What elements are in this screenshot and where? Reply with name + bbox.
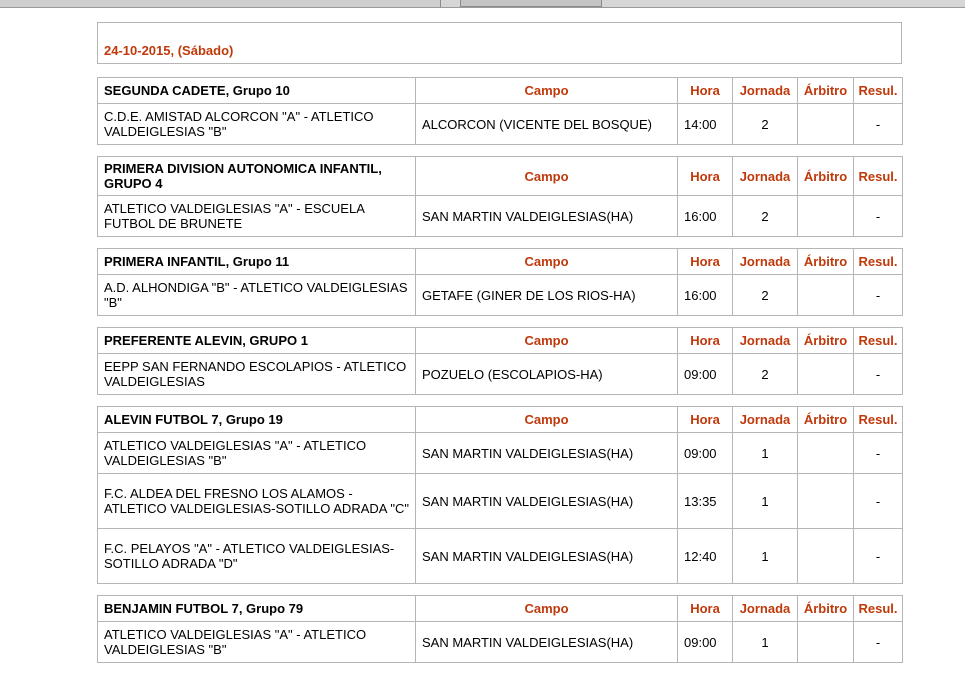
match-venue: SAN MARTIN VALDEIGLESIAS(HA) <box>416 474 678 529</box>
group-header-row <box>98 407 903 433</box>
match-result: - <box>854 275 903 316</box>
match-teams: A.D. ALHONDIGA "B" - ATLETICO VALDEIGLESIAS "B" <box>98 275 416 316</box>
column-header-jornada: Jornada <box>733 328 798 354</box>
group-table <box>97 595 903 663</box>
column-header-hora: Hora <box>678 249 733 275</box>
match-time: 16:00 <box>678 275 733 316</box>
match-round: 1 <box>733 474 798 529</box>
groups-container <box>97 77 902 663</box>
group-title: ALEVIN FUTBOL 7, Grupo 19 <box>98 407 416 433</box>
group-title: PREFERENTE ALEVIN, GRUPO 1 <box>98 328 416 354</box>
column-header-campo: Campo <box>416 328 678 354</box>
match-round: 1 <box>733 529 798 584</box>
group-title: BENJAMIN FUTBOL 7, Grupo 79 <box>98 596 416 622</box>
match-round: 1 <box>733 433 798 474</box>
match-time: 14:00 <box>678 104 733 145</box>
match-round: 2 <box>733 104 798 145</box>
top-bar-segment <box>0 0 441 7</box>
match-teams: F.C. ALDEA DEL FRESNO LOS ALAMOS - ATLETICO VALDEIGLESIAS-SOTILLO ADRADA "C" <box>98 474 416 529</box>
match-row <box>98 196 903 237</box>
match-referee <box>798 275 854 316</box>
date-label: 24-10-2015, (Sábado) <box>104 43 234 58</box>
match-row <box>98 275 903 316</box>
column-header-campo: Campo <box>416 407 678 433</box>
schedule-page <box>97 22 902 663</box>
match-round: 2 <box>733 275 798 316</box>
group-header-row <box>98 78 903 104</box>
column-header-arbitro: Árbitro <box>798 157 854 196</box>
group-header-row <box>98 157 903 196</box>
group-table <box>97 156 903 237</box>
group-header-row <box>98 249 903 275</box>
match-row <box>98 622 903 663</box>
column-header-arbitro: Árbitro <box>798 407 854 433</box>
match-result: - <box>854 622 903 663</box>
match-referee <box>798 433 854 474</box>
column-header-campo: Campo <box>416 249 678 275</box>
top-bar-tab[interactable] <box>460 0 602 7</box>
group-header-row <box>98 328 903 354</box>
column-header-resul: Resul. <box>854 249 903 275</box>
match-round: 2 <box>733 196 798 237</box>
column-header-arbitro: Árbitro <box>798 78 854 104</box>
match-time: 09:00 <box>678 622 733 663</box>
match-venue: SAN MARTIN VALDEIGLESIAS(HA) <box>416 433 678 474</box>
column-header-hora: Hora <box>678 78 733 104</box>
match-venue: POZUELO (ESCOLAPIOS-HA) <box>416 354 678 395</box>
match-time: 13:35 <box>678 474 733 529</box>
match-referee <box>798 196 854 237</box>
column-header-jornada: Jornada <box>733 596 798 622</box>
match-venue: SAN MARTIN VALDEIGLESIAS(HA) <box>416 196 678 237</box>
match-venue: ALCORCON (VICENTE DEL BOSQUE) <box>416 104 678 145</box>
match-round: 1 <box>733 622 798 663</box>
column-header-resul: Resul. <box>854 78 903 104</box>
group-title: SEGUNDA CADETE, Grupo 10 <box>98 78 416 104</box>
match-row <box>98 354 903 395</box>
match-teams: EEPP SAN FERNANDO ESCOLAPIOS - ATLETICO VALDEIGLESIAS <box>98 354 416 395</box>
column-header-resul: Resul. <box>854 407 903 433</box>
match-result: - <box>854 529 903 584</box>
match-referee <box>798 354 854 395</box>
column-header-hora: Hora <box>678 328 733 354</box>
match-result: - <box>854 196 903 237</box>
match-venue: SAN MARTIN VALDEIGLESIAS(HA) <box>416 529 678 584</box>
column-header-jornada: Jornada <box>733 407 798 433</box>
match-time: 09:00 <box>678 433 733 474</box>
match-teams: ATLETICO VALDEIGLESIAS "A" - ESCUELA FUTBOL DE BRUNETE <box>98 196 416 237</box>
match-time: 16:00 <box>678 196 733 237</box>
match-row <box>98 474 903 529</box>
column-header-campo: Campo <box>416 78 678 104</box>
group-table <box>97 406 903 584</box>
column-header-hora: Hora <box>678 407 733 433</box>
match-referee <box>798 622 854 663</box>
column-header-arbitro: Árbitro <box>798 328 854 354</box>
date-header <box>97 22 902 64</box>
match-venue: SAN MARTIN VALDEIGLESIAS(HA) <box>416 622 678 663</box>
column-header-arbitro: Árbitro <box>798 249 854 275</box>
match-time: 12:40 <box>678 529 733 584</box>
match-round: 2 <box>733 354 798 395</box>
column-header-resul: Resul. <box>854 157 903 196</box>
column-header-jornada: Jornada <box>733 249 798 275</box>
column-header-hora: Hora <box>678 157 733 196</box>
column-header-arbitro: Árbitro <box>798 596 854 622</box>
match-referee <box>798 104 854 145</box>
column-header-jornada: Jornada <box>733 157 798 196</box>
match-row <box>98 104 903 145</box>
browser-top-bar <box>0 0 965 8</box>
match-row <box>98 433 903 474</box>
match-result: - <box>854 474 903 529</box>
match-result: - <box>854 354 903 395</box>
column-header-resul: Resul. <box>854 596 903 622</box>
match-venue: GETAFE (GINER DE LOS RIOS-HA) <box>416 275 678 316</box>
group-table <box>97 327 903 395</box>
match-result: - <box>854 433 903 474</box>
match-referee <box>798 474 854 529</box>
group-title: PRIMERA DIVISION AUTONOMICA INFANTIL, GRUPO 4 <box>98 157 416 196</box>
match-teams: C.D.E. AMISTAD ALCORCON "A" - ATLETICO VALDEIGLESIAS "B" <box>98 104 416 145</box>
column-header-resul: Resul. <box>854 328 903 354</box>
match-referee <box>798 529 854 584</box>
group-header-row <box>98 596 903 622</box>
group-table <box>97 77 903 145</box>
match-row <box>98 529 903 584</box>
match-teams: ATLETICO VALDEIGLESIAS "A" - ATLETICO VALDEIGLESIAS "B" <box>98 622 416 663</box>
group-table <box>97 248 903 316</box>
column-header-campo: Campo <box>416 596 678 622</box>
match-teams: F.C. PELAYOS "A" - ATLETICO VALDEIGLESIAS-SOTILLO ADRADA "D" <box>98 529 416 584</box>
column-header-campo: Campo <box>416 157 678 196</box>
match-result: - <box>854 104 903 145</box>
column-header-hora: Hora <box>678 596 733 622</box>
column-header-jornada: Jornada <box>733 78 798 104</box>
match-teams: ATLETICO VALDEIGLESIAS "A" - ATLETICO VALDEIGLESIAS "B" <box>98 433 416 474</box>
group-title: PRIMERA INFANTIL, Grupo 11 <box>98 249 416 275</box>
match-time: 09:00 <box>678 354 733 395</box>
